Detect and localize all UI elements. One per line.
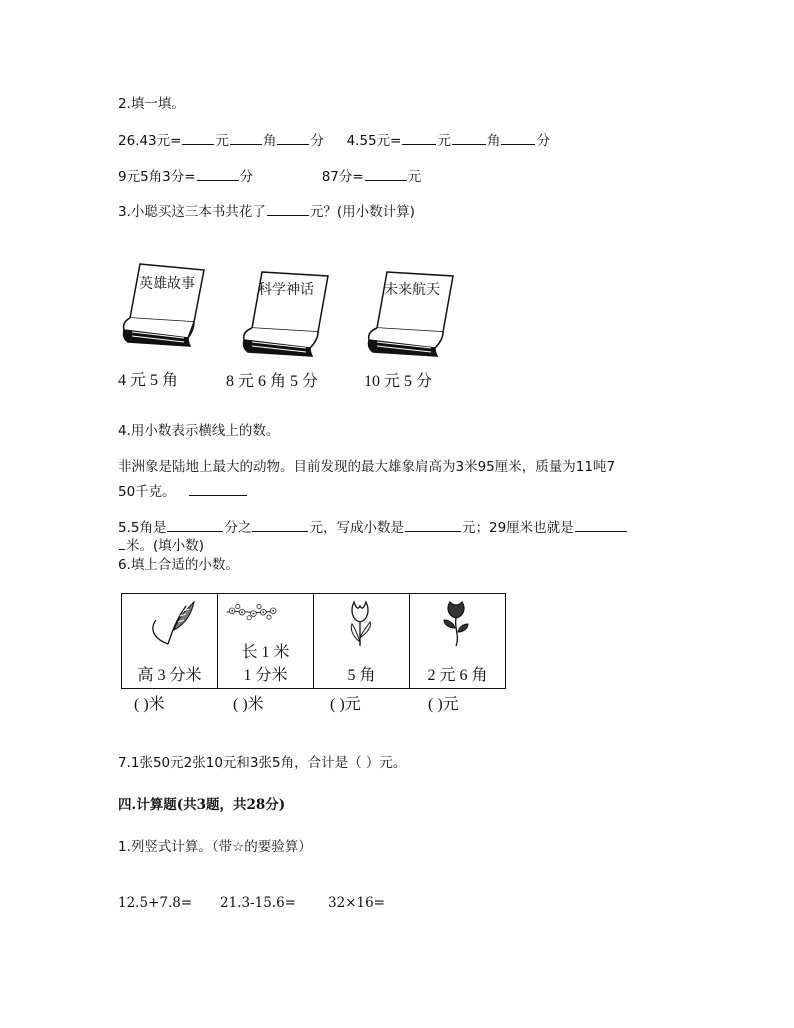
answer-blank[interactable] [182,131,214,145]
item-cell [314,594,410,689]
q2-line2-a: 9元5角3分= [118,169,196,185]
q3-question [118,202,415,221]
q4-text-line2-label: 50千克。 [118,484,176,500]
item-cell [410,594,506,689]
q2-line1 [118,131,550,150]
q4-text-line2 [118,482,248,501]
item-label: 长 1 米 [241,644,290,661]
q4-text-line1: 非洲象是陆地上最大的动物。目前发现的最大雄象肩高为3米95厘米，质量为11吨7 [118,459,616,475]
answer-blank[interactable] [402,131,436,145]
item-label: 2 元 6 角 [427,667,488,684]
answer-blank[interactable] [197,167,239,181]
q6-title: 6.填上合适的小数。 [118,557,239,573]
q5-a: 5.5角是 [118,520,167,536]
book-title: 英雄故事 [139,276,195,292]
q2-line2-c: 87分= [321,169,364,185]
answer-blank[interactable] [365,167,407,181]
tulip-icon [314,598,409,646]
q2-line2 [118,167,421,186]
q2-line1-b: 元 [215,133,229,149]
answer-paren[interactable]: ( )米 [134,696,165,713]
exercise: 12.5+7.8= [118,895,193,911]
q2-line1-f: 元 [437,133,451,149]
book-price: 4 元 5 角 [118,372,179,389]
answer-blank[interactable] [452,131,486,145]
answer-blank[interactable] [405,518,461,532]
grass-icon [122,598,217,646]
q3-text-b: 元？(用小数计算) [309,204,415,220]
q2-line1-e: 4.55元= [346,133,402,149]
book-icon [118,258,208,348]
item-label: 高 3 分米 [137,667,202,684]
q5-d: 元；29厘米也就是 [461,520,574,536]
answer-blank[interactable] [252,518,308,532]
item-label: 1 分米 [243,667,288,684]
answer-blank[interactable] [189,482,247,496]
q2-line1-h: 分 [536,133,550,149]
answer-blank[interactable] [167,518,223,532]
section-heading: 四.计算题(共3题，共28分) [118,797,286,813]
q5-line1 [118,518,628,537]
q5-line2 [118,536,204,555]
answer-paren[interactable]: ( )米 [233,696,264,713]
rose-icon [410,598,505,646]
q5-b: 分之 [224,520,252,536]
exercise: 32×16= [328,895,385,911]
q2-line2-d: 元 [407,169,422,185]
answer-blank[interactable] [277,131,309,145]
answer-blank[interactable] [575,518,627,532]
book-price: 10 元 5 分 [364,373,433,390]
q7-question: 7.1张50元2张10元和3张5角，合计是（ ）元。 [118,755,407,771]
answer-blank[interactable] [501,131,535,145]
q2-line2-b: 分 [239,169,254,185]
answer-blank[interactable] [267,202,309,216]
q5-c: 元，写成小数是 [309,520,404,536]
answer-blank[interactable] [230,131,262,145]
q2-title: 2.填一填。 [118,96,185,112]
book-price: 8 元 6 角 5 分 [226,373,319,390]
q4-title: 4.用小数表示横线上的数。 [118,423,280,439]
item-label: 5 角 [347,667,376,684]
item-cell [218,594,314,689]
answer-paren[interactable]: ( )元 [428,696,459,713]
item-table [121,593,506,689]
q2-line1-d: 分 [310,133,324,149]
q2-line1-g: 角 [486,133,501,149]
book-title: 科学神话 [258,282,314,298]
q5-e: 米。(填小数) [126,538,205,554]
flower-vine-icon [218,598,285,632]
book-title: 未来航天 [384,282,440,298]
q3-text-a: 3.小聪买这三本书共花了 [118,204,266,220]
calc-q1-title: 1.列竖式计算。（带☆的要验算） [118,839,312,855]
item-cell [122,594,218,689]
exercise: 21.3-15.6= [220,895,296,911]
q2-line1-c: 角 [262,133,277,149]
q2-line1-a: 26.43元= [118,133,182,149]
answer-paren[interactable]: ( )元 [330,696,361,713]
answer-blank[interactable] [119,536,125,550]
